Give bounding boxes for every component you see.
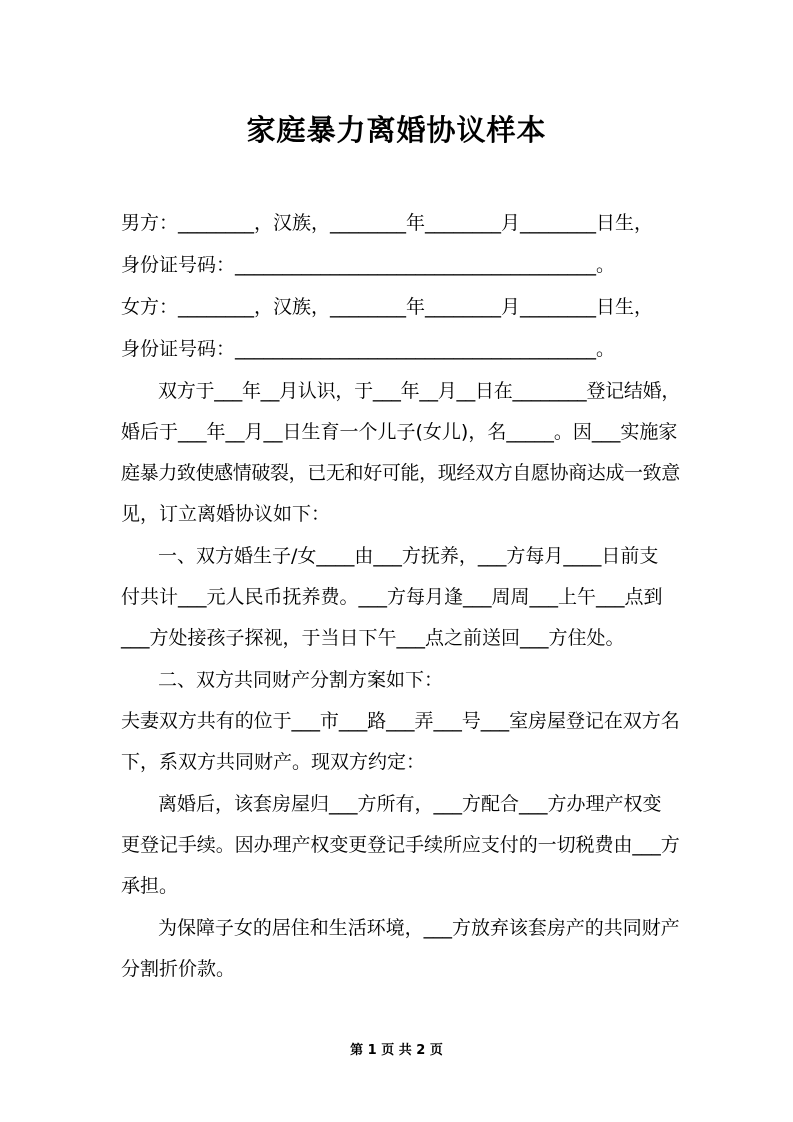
- text-line: 承担。: [121, 875, 179, 897]
- text-line: 见，订立离婚协议如下：: [121, 503, 331, 525]
- text-line: 庭暴力致使感情破裂，已无和好可能，现经双方自愿协商达成一致意: [121, 462, 680, 484]
- text-line: 更登记手续。因办理产权变更登记手续所应支付的一切税费由___方: [121, 834, 680, 856]
- text-line: 分割折价款。: [121, 958, 236, 980]
- text-line: 二、双方共同财产分割方案如下：: [158, 669, 444, 691]
- text-line: 付共计___元人民币抚养费。___方每月逢___周周___上午___点到: [121, 586, 663, 608]
- text-line: ___方处接孩子探视，于当日下午___点之前送回___方住处。: [121, 627, 625, 649]
- text-line: 婚后于___年__月__日生育一个儿子(女儿)，名_____。因___实施家: [121, 421, 678, 443]
- text-line: 男方：________，汉族，________年________月________日生，: [121, 212, 654, 234]
- text-line: 夫妻双方共有的位于___市___路___弄___号___室房屋登记在双方名: [121, 710, 680, 732]
- text-line: 离婚后，该套房屋归___方所有，___方配合___方办理产权变: [158, 793, 662, 815]
- text-line: 身份证号码：______________________________________。: [121, 338, 616, 360]
- page-footer: 第 1 页 共 2 页: [350, 1043, 443, 1058]
- document-title: 家庭暴力离婚协议样本: [246, 113, 547, 147]
- text-line: 双方于___年__月认识，于___年__月__日在________登记结婚，: [158, 380, 681, 402]
- text-line: 一、双方婚生子/女____由___方抚养，___方每月____日前支: [158, 545, 659, 567]
- text-line: 身份证号码：______________________________________。: [121, 254, 616, 276]
- text-line: 下，系双方共同财产。现双方约定：: [121, 751, 426, 773]
- text-line: 为保障子女的居住和生活环境，___方放弃该套房产的共同财产: [158, 917, 680, 939]
- text-line: 女方：________，汉族，________年________月________日生，: [121, 296, 654, 318]
